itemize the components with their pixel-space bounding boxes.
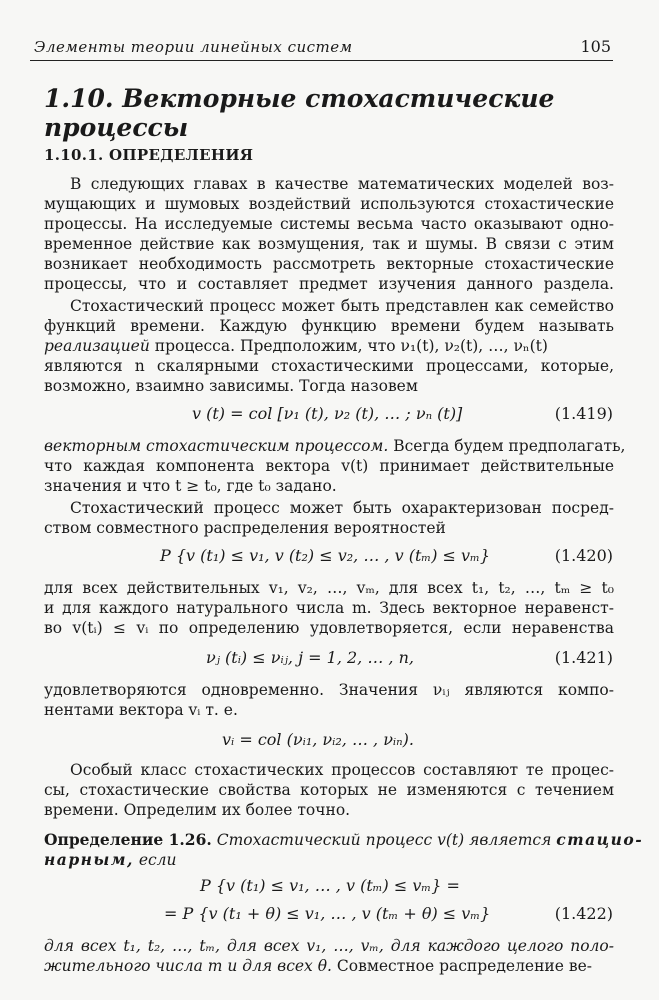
section-title	[44, 84, 564, 142]
para2-line: являются n скалярными стохастическими процессами, которые,	[44, 357, 614, 375]
equation-number: (1.422)	[554, 904, 613, 923]
para6-line: нентами вектора vᵢ т. е.	[44, 701, 238, 719]
equation-number: (1.419)	[554, 404, 613, 423]
definition-label: Определение 1.26.	[44, 830, 212, 849]
para7-line: времени. Определим их более точно.	[44, 801, 351, 819]
para1-line: временное действие как возмущения, так и шумы. В связи с этим	[44, 235, 614, 253]
page-number: 105	[580, 37, 611, 56]
para2-line: реализацией процесса. Предположим, что ν₁(t), ν₂(t), …, νₙ(t)	[44, 337, 548, 355]
para7-line: сы, стохастические свойства которых не изменяются с течением	[44, 781, 614, 799]
para5-line: и для каждого натурального числа m. Здесь векторное неравенст-	[44, 599, 614, 617]
para4-line: Стохастический процесс может быть охарактеризован посред-	[70, 499, 614, 517]
subsection-title: 1.10.1. ОПРЕДЕЛЕНИЯ	[44, 146, 254, 164]
equation-1421: νⱼ (tᵢ) ≤ νᵢⱼ, j = 1, 2, … , n,	[206, 648, 414, 667]
equation-1422-line1: P {v (t₁) ≤ v₁, … , v (tₘ) ≤ vₘ} =	[200, 876, 460, 895]
equation-number: (1.421)	[554, 648, 613, 667]
para2-line: возможно, взаимно зависимы. Тогда назовем	[44, 377, 418, 395]
para1-line: мущающих и шумовых воздействий используются стохастические	[44, 195, 614, 213]
equation-number: (1.420)	[554, 546, 613, 565]
section-title-line2: процессы	[44, 113, 189, 142]
para1-line: процессы. На исследуемые системы весьма часто оказывают одно-	[44, 215, 614, 233]
para6-line: удовлетворяются одновременно. Значения νᵢⱼ являются компо-	[44, 681, 614, 699]
section-title-line1: 1.10. Векторные стохастические	[44, 84, 555, 113]
para3-line: значения и что t ≥ t₀, где t₀ задано.	[44, 477, 337, 495]
running-title: Элементы теории линейных систем	[34, 38, 353, 56]
para5-line: во v(tᵢ) ≤ vᵢ по определению удовлетворяется, если неравенства	[44, 619, 614, 637]
definition-line: Определение 1.26. Стохастический процесс v(t) является стацио-	[44, 830, 644, 849]
equation-vi: vᵢ = col (νᵢ₁, νᵢ₂, … , νᵢₙ).	[222, 730, 414, 749]
definition-line: нарным, если	[44, 850, 177, 869]
para3-line: что каждая компонента вектора v(t) принимает действительные	[44, 457, 614, 475]
definition-term: нарным,	[44, 850, 134, 869]
para7-line: Особый класс стохастических процессов составляют те процес-	[70, 761, 614, 779]
para1-line: В следующих главах в качестве математических моделей воз-	[70, 175, 614, 193]
definition-term: стацио-	[556, 830, 644, 849]
equation-1420: P {v (t₁) ≤ v₁, v (t₂) ≤ v₂, … , v (tₘ) ≤ vₘ}	[160, 546, 491, 565]
equation-1422-line2: = P {v (t₁ + θ) ≤ v₁, … , v (tₘ + θ) ≤ vₘ}	[164, 904, 491, 923]
para1-line: процессы, что и составляет предмет изучения данного раздела.	[44, 275, 614, 293]
para3-line: векторным стохастическим процессом. Всегда будем предполагать,	[44, 437, 626, 455]
emphasis-term: реализацией	[44, 337, 150, 355]
para4-line: ством совместного распределения вероятностей	[44, 519, 446, 537]
equation-1419: v (t) = col [ν₁ (t), ν₂ (t), … ; νₙ (t)]	[192, 404, 463, 423]
para2-line: Стохастический процесс может быть представлен как семейство	[70, 297, 614, 315]
para2-line: функций времени. Каждую функцию времени будем называть	[44, 317, 614, 335]
page-header	[30, 36, 613, 61]
para8-line: жительного числа m и для всех θ. Совместное распределение ве-	[44, 957, 592, 975]
para5-line: для всех действительных v₁, v₂, …, vₘ, для всех t₁, t₂, …, tₘ ≥ t₀	[44, 579, 614, 597]
para8-line: для всех t₁, t₂, …, tₘ, для всех v₁, …, vₘ, для каждого целого поло-	[44, 937, 614, 955]
emphasis-term: векторным стохастическим процессом.	[44, 437, 389, 455]
para1-line: возникает необходимость рассмотреть векторные стохастические	[44, 255, 614, 273]
